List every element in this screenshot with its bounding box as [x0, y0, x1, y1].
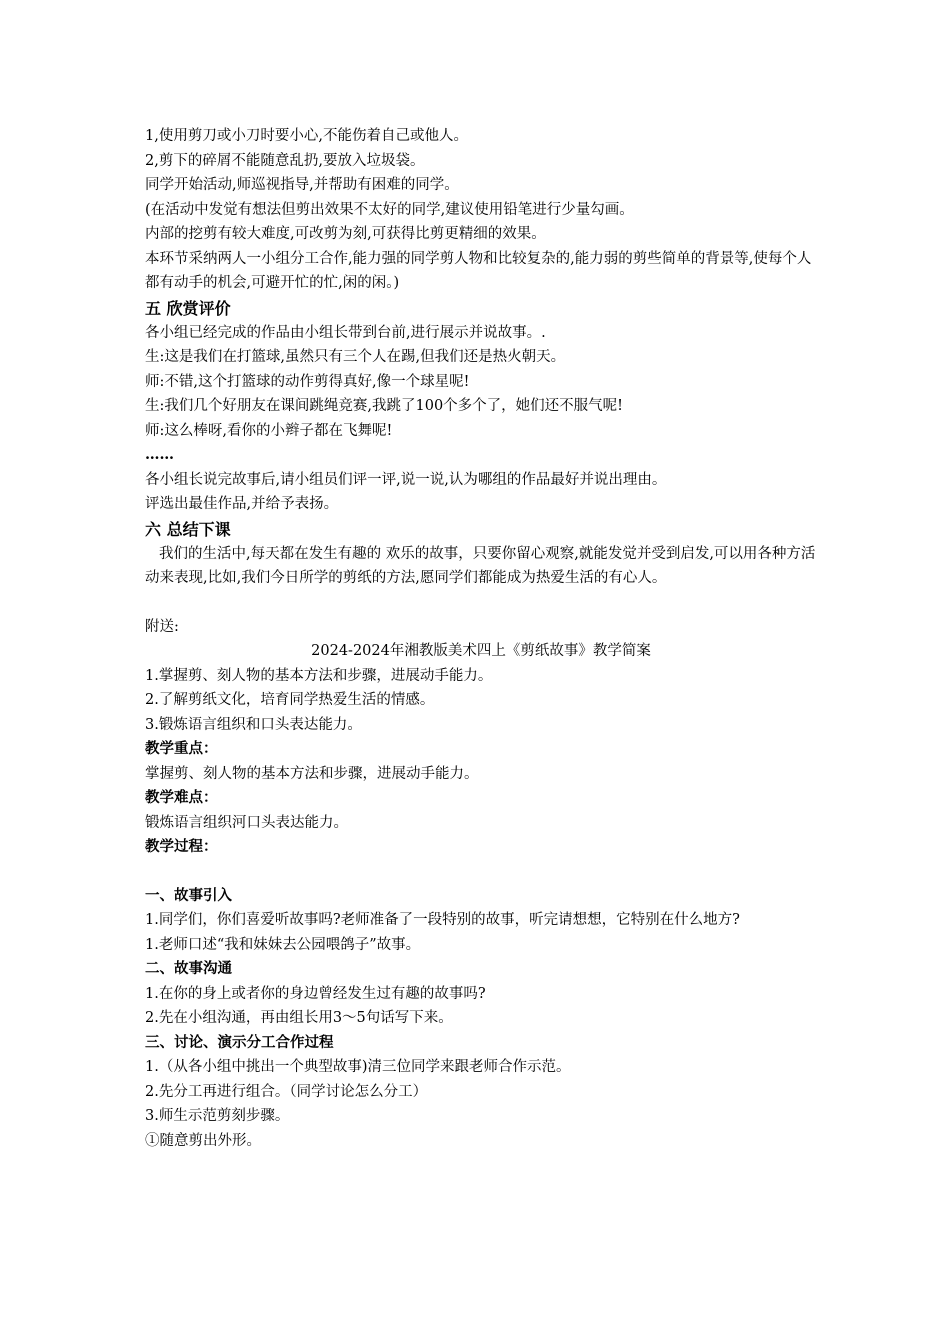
section-heading-summary: 六 总结下课 — [145, 519, 231, 539]
text-line: 1,使用剪刀或小刀时要小心,不能伤着自己或他人。 — [145, 128, 468, 144]
text-line: 生:这是我们在打篮球,虽然只有三个人在踢,但我们还是热火朝天。 — [145, 349, 566, 365]
step-line: ①随意剪出外形。 — [145, 1132, 261, 1149]
step-title: 二、故事沟通 — [145, 960, 232, 977]
text-line: 内部的挖剪有较大难度,可改剪为刻,可获得比剪更精细的效果。 — [145, 226, 546, 242]
text-line: 生:我们几个好朋友在课间跳绳竞赛,我跳了100个多个了，她们还不服气呢! — [145, 398, 623, 414]
document-page — [145, 124, 817, 1153]
appreciation-section — [145, 321, 817, 517]
text-line: (在活动中发觉有想法但剪出效果不太好的同学,建议使用铅笔进行少量勾画。 — [145, 201, 634, 218]
difficulty-label: 教学难点： — [145, 789, 218, 806]
step-line: 2.先在小组沟通，再由组长用3～5句话写下来。 — [145, 1010, 453, 1026]
key-points-text: 掌握剪、刻人物的基本方法和步骤，进展动手能力。 — [145, 765, 479, 782]
goal-line: 1.掌握剪、刻人物的基本方法和步骤，进展动手能力。 — [145, 667, 493, 684]
step-line: 1.在你的身上或者你的身边曾经发生过有趣的故事吗? — [145, 985, 486, 1002]
process-label: 教学过程： — [145, 838, 218, 855]
difficulty-text: 锻炼语言组织河口头表达能力。 — [145, 814, 348, 831]
text-line: 师:不错,这个打篮球的动作剪得真好,像一个球星呢! — [145, 373, 470, 390]
text-line: 评选出最佳作品,并给予表扬。 — [145, 496, 339, 512]
section-heading-appreciation: 五 欣赏评价 — [145, 298, 231, 318]
appendix-title: 2024-2024年湘教版美术四上《剪纸故事》教学简案 — [311, 643, 651, 659]
spacer — [145, 860, 817, 884]
precautions-section — [145, 124, 817, 296]
step-title: 三、讨论、演示分工合作过程 — [145, 1033, 334, 1051]
text-line: 2,剪下的碎屑不能随意乱扔,要放入垃圾袋。 — [145, 152, 425, 169]
text-line: 各小组已经完成的作品由小组长带到台前,进行展示并说故事。. — [145, 324, 546, 341]
step-line: 1.（从各小组中挑出一个典型故事)清三位同学来跟老师合作示范。 — [145, 1059, 571, 1075]
appendix-section — [145, 615, 817, 1154]
spacer — [145, 591, 817, 615]
step-line: 1.同学们，你们喜爱听故事吗?老师准备了一段特别的故事，听完请想想，它特别在什么地方? — [145, 912, 740, 928]
step-line: 1.老师口述“我和妹妹去公园喂鸽子”故事。 — [145, 936, 421, 953]
step-line: 2.先分工再进行组合。（同学讨论怎么分工） — [145, 1083, 428, 1100]
appendix-label: 附送: — [145, 618, 179, 635]
key-points-label: 教学重点： — [145, 740, 218, 757]
text-line: 同学开始活动,师巡视指导,并帮助有困难的同学。 — [145, 177, 459, 193]
step-line: 3.师生示范剪刻步骤。 — [145, 1108, 290, 1124]
summary-paragraph: 我们的生活中,每天都在发生有趣的 欢乐的故事，只要你留心观察,就能发觉并受到启发,可以用各种方活动来表现,比如,我们今日所学的剪纸的方法,愿同学们都能成为热爱生活的有心人。 — [145, 545, 816, 586]
goal-line: 3.锻炼语言组织和口头表达能力。 — [145, 716, 362, 733]
ellipsis-line: …… — [145, 446, 174, 463]
step-title: 一、故事引入 — [145, 886, 232, 904]
text-line: 各小组长说完故事后,请小组员们评一评,说一说,认为哪组的作品最好并说出理由。 — [145, 471, 667, 488]
text-line: 本环节采纳两人一小组分工合作,能力强的同学剪人物和比较复杂的,能力弱的剪些简单的背景等,使每个人都有动手的机会,可避开忙的忙,闲的闲。) — [145, 250, 812, 291]
text-line: 师:这么棒呀,看你的小辫子都在飞舞呢! — [145, 422, 393, 439]
goal-line: 2.了解剪纸文化，培育同学热爱生活的情感。 — [145, 692, 435, 708]
